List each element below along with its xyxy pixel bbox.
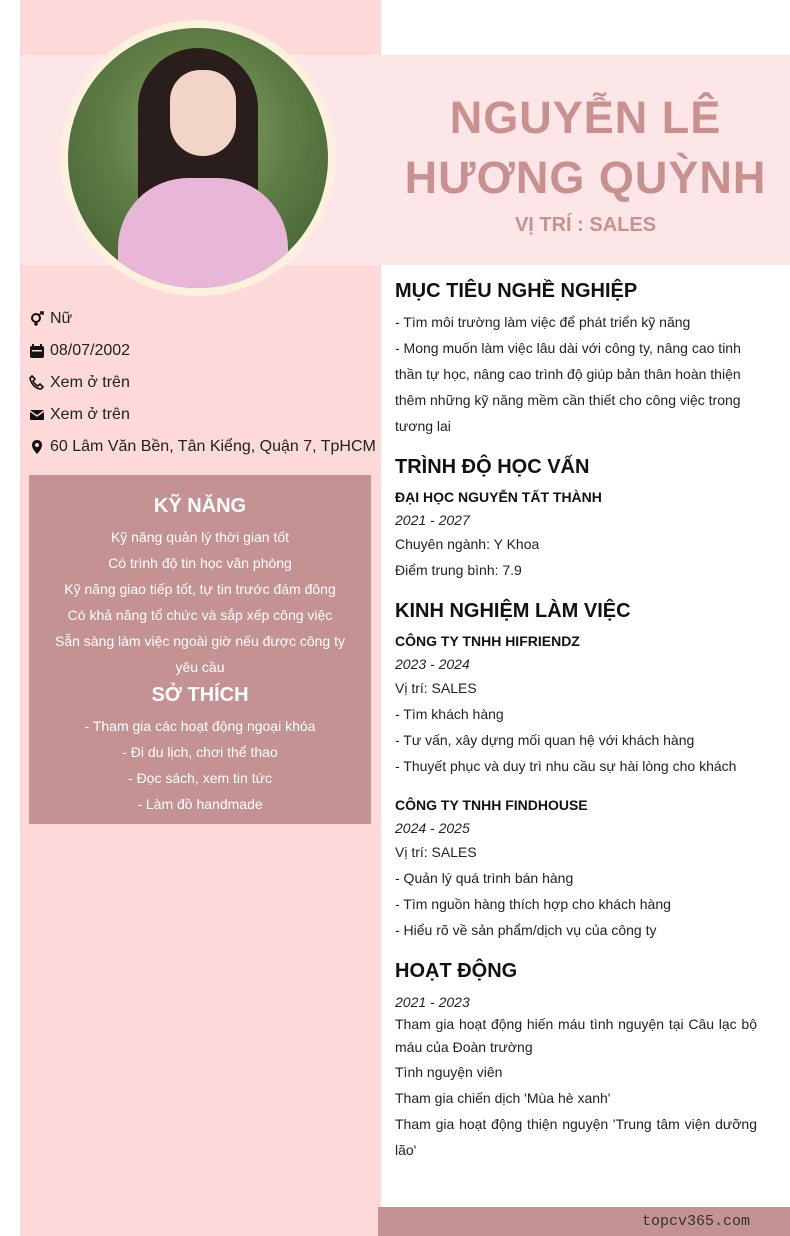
hobbies-title: SỞ THÍCH bbox=[151, 684, 249, 706]
activity-line: Tình nguyện viên bbox=[395, 1064, 503, 1080]
activities-period: 2021 - 2023 bbox=[395, 994, 470, 1010]
skill-item: Có khả năng tổ chức và sắp xếp công việc bbox=[67, 607, 333, 623]
contact-birthday bbox=[28, 335, 378, 367]
job-task: - Tư vấn, xây dựng mối quan hệ với khách hàng bbox=[395, 732, 695, 748]
contact-phone bbox=[28, 367, 378, 399]
name-block bbox=[381, 88, 790, 237]
gender-icon bbox=[28, 310, 46, 328]
skill-item: Kỹ năng giao tiếp tốt, tự tin trước đám đông bbox=[64, 581, 336, 597]
contact-info bbox=[28, 303, 378, 463]
contact-email-value: Xem ở trên bbox=[50, 406, 130, 423]
position-title: VỊ TRÍ : SALES bbox=[514, 214, 657, 236]
footer-bar bbox=[378, 1207, 790, 1236]
skills-hobbies-box bbox=[29, 475, 371, 824]
job-role: Vị trí: SALES bbox=[395, 844, 477, 860]
contact-address bbox=[28, 431, 378, 463]
education-major: Chuyên ngành: Y Khoa bbox=[395, 536, 540, 552]
name-line-2: HƯƠNG QUỲNH bbox=[404, 152, 767, 203]
contact-email bbox=[28, 399, 378, 431]
activity-line: Tham gia hoạt động hiến máu tình nguyện tại Câu lạc bộ máu của Đoàn trường bbox=[395, 1016, 757, 1055]
hobby-item: - Đọc sách, xem tin tức bbox=[128, 770, 272, 786]
skills-title: KỸ NĂNG bbox=[153, 495, 247, 517]
skill-item: Kỹ năng quản lý thời gian tốt bbox=[110, 529, 290, 545]
activity-line: Tham gia hoạt động thiện nguyện 'Trung tâm viện dưỡng lão' bbox=[395, 1116, 757, 1158]
calendar-icon bbox=[28, 342, 46, 360]
job-period: 2024 - 2025 bbox=[395, 820, 470, 836]
job-task: - Quản lý quá trình bán hàng bbox=[395, 870, 574, 886]
location-icon bbox=[28, 438, 46, 456]
name-line-1: NGUYỄN LÊ bbox=[449, 92, 722, 143]
education-period: 2021 - 2027 bbox=[395, 512, 470, 528]
main-content bbox=[395, 277, 757, 1163]
education-title: TRÌNH ĐỘ HỌC VẤN bbox=[395, 456, 590, 478]
experience-title: KINH NGHIỆM LÀM VIỆC bbox=[395, 600, 631, 622]
job-task: - Tìm khách hàng bbox=[395, 706, 504, 722]
phone-icon bbox=[28, 374, 46, 392]
footer-watermark: topcv365.com bbox=[641, 1213, 750, 1230]
hobby-item: - Làm đồ handmade bbox=[137, 796, 263, 812]
job-task: - Thuyết phục và duy trì nhu cầu sự hài lòng cho khách bbox=[395, 758, 737, 774]
job-role: Vị trí: SALES bbox=[395, 680, 477, 696]
skill-item: Có trình độ tin học văn phòng bbox=[108, 555, 292, 571]
skill-item: Sẵn sàng làm việc ngoài giờ nếu được công ty yêu cầu bbox=[54, 633, 345, 675]
hobby-item: - Tham gia các hoạt động ngoại khóa bbox=[84, 718, 316, 734]
avatar bbox=[68, 28, 328, 288]
school-name: ĐẠI HỌC NGUYỄN TẤT THÀNH bbox=[395, 489, 602, 505]
activity-line: Tham gia chiến dịch 'Mùa hè xanh' bbox=[395, 1090, 611, 1106]
contact-gender bbox=[28, 303, 378, 335]
job-company: CÔNG TY TNHH HIFRIENDZ bbox=[395, 633, 580, 649]
contact-birthday-value: 08/07/2002 bbox=[50, 342, 131, 359]
objective-line: - Tìm môi trường làm việc để phát triển kỹ năng bbox=[395, 314, 691, 330]
objective-line: - Mong muốn làm việc lâu dài với công ty, nâng cao tinh thần tự học, nâng cao trình độ giúp bản thân hoàn thiện thêm những kỹ năng mềm cần thiết cho công việc trong tương lai bbox=[395, 340, 741, 434]
hobby-item: - Đi du lịch, chơi thể thao bbox=[122, 744, 278, 760]
contact-address-value: 60 Lâm Văn Bền, Tân Kiểng, Quận 7, TpHCM bbox=[50, 438, 376, 455]
email-icon bbox=[28, 406, 46, 424]
contact-gender-value: Nữ bbox=[50, 310, 73, 327]
job-task: - Tìm nguồn hàng thích hợp cho khách hàng bbox=[395, 896, 671, 912]
objective-title: MỤC TIÊU NGHỀ NGHIỆP bbox=[395, 280, 638, 302]
job-task: - Hiểu rõ về sản phẩm/dịch vụ của công ty bbox=[395, 922, 657, 938]
education-gpa: Điểm trung bình: 7.9 bbox=[395, 562, 522, 578]
contact-phone-value: Xem ở trên bbox=[50, 374, 130, 391]
job-period: 2023 - 2024 bbox=[395, 656, 470, 672]
job-company: CÔNG TY TNHH FINDHOUSE bbox=[395, 797, 588, 813]
activities-title: HOẠT ĐỘNG bbox=[395, 960, 518, 982]
